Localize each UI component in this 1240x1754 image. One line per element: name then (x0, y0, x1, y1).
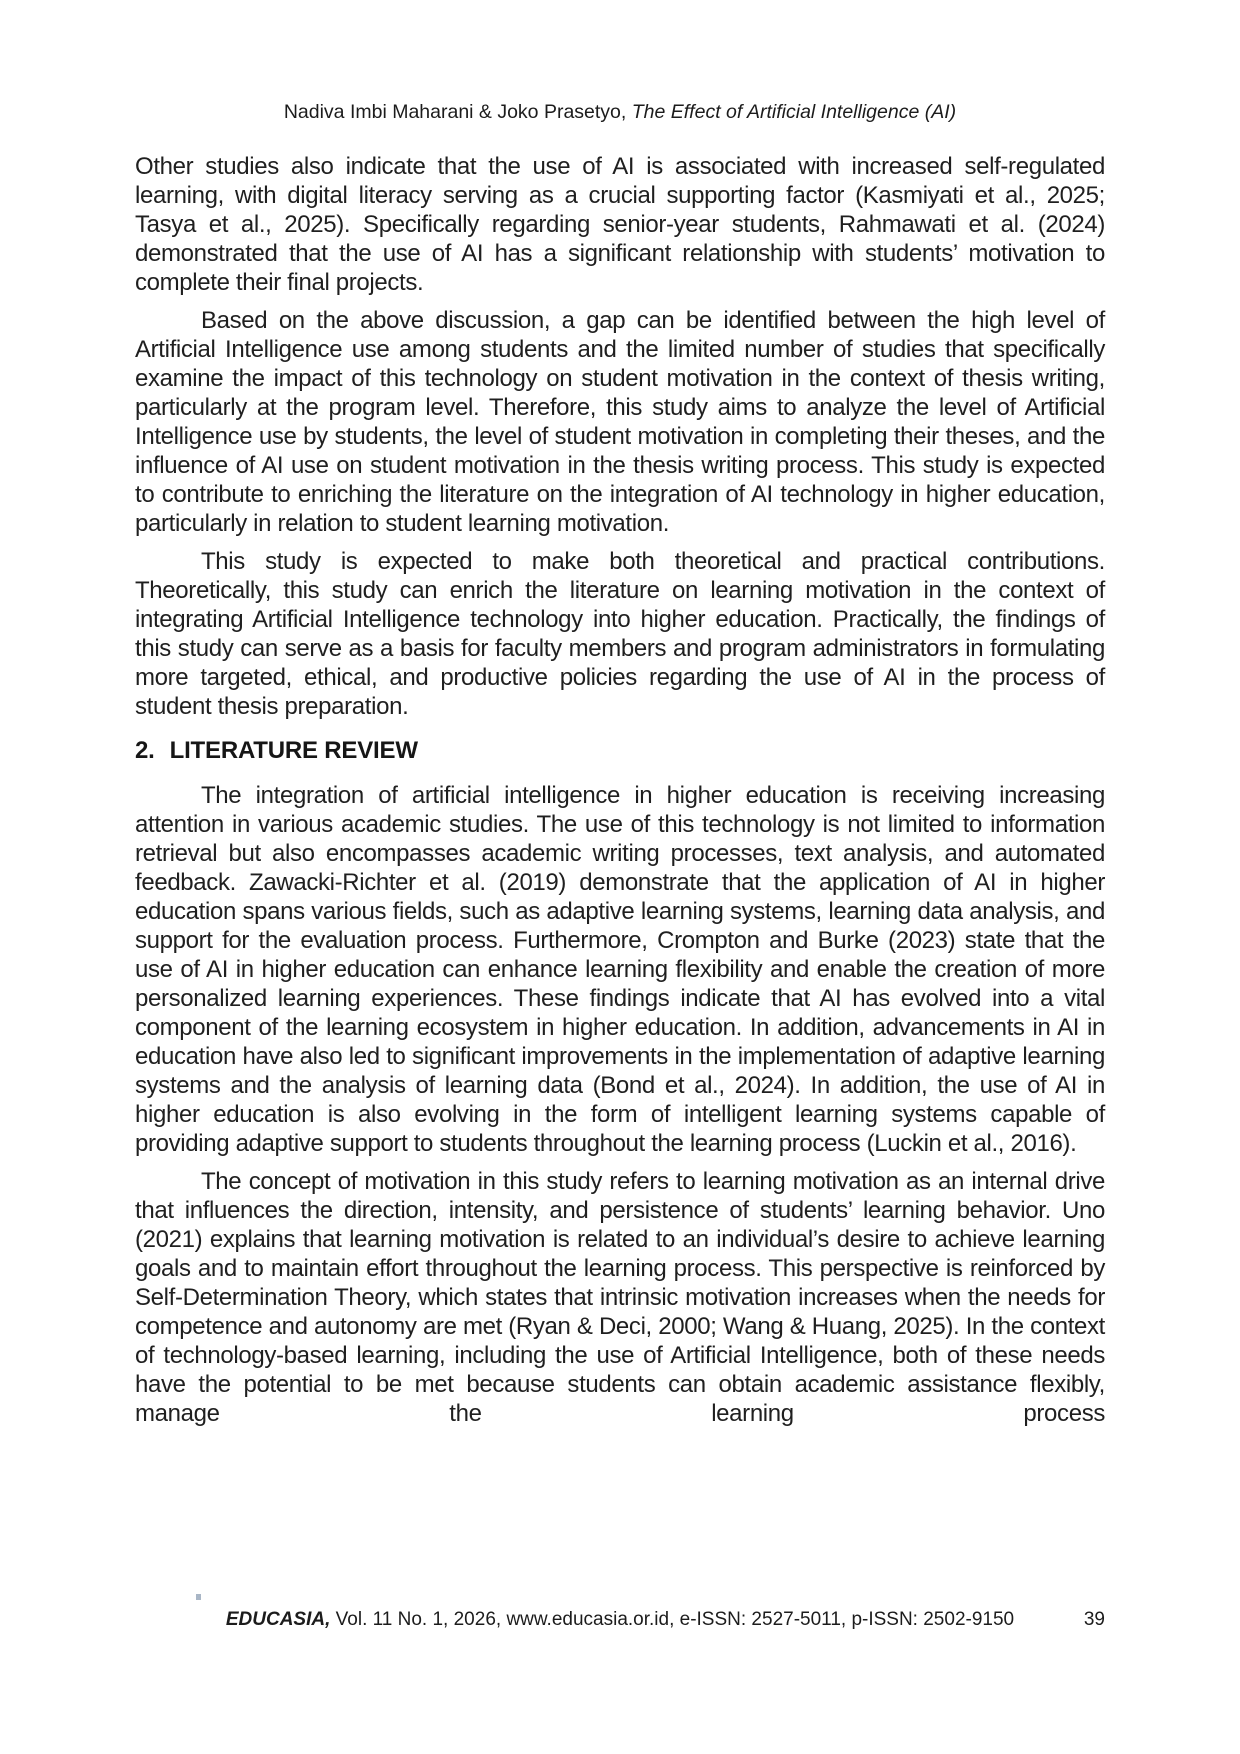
running-header-article-title: The Effect of Artificial Intelligence (AI) (631, 101, 957, 123)
journal-name: EDUCASIA, (225, 1609, 331, 1630)
running-header (135, 100, 1105, 124)
page-content (135, 100, 1105, 1428)
section-title: LITERATURE REVIEW (169, 737, 418, 764)
stray-mark (196, 1594, 201, 1600)
footer-citation: Vol. 11 No. 1, 2026, www.educasia.or.id, e-ISSN: 2527-5011, p-ISSN: 2502-9150 (330, 1609, 1015, 1630)
paragraph-ai-in-higher-education: The integration of artificial intelligence in higher education is receiving increasing attention in various academic studies. The use of this technology is not limited to information retrieval but also encompasses academic writing processes, text analysis, and automated feedback. Zawacki-Richter et al. (2019) demonstrate that the application of AI in higher education spans various fields, such as adaptive learning systems, learning data analysis, and support for the evaluation process. Furthermore, Crompton and Burke (2023) state that the use of AI in higher education can enhance learning flexibility and enable the creation of more personalized learning experiences. These findings indicate that AI has evolved into a vital component of the learning ecosystem in higher education. In addition, advancements in AI in education have also led to significant improvements in the implementation of adaptive learning systems and the analysis of learning data (Bond et al., 2024). In addition, the use of AI in higher education is also evolving in the form of intelligent learning systems capable of providing adaptive support to students throughout the learning process (Luckin et al., 2016). (135, 782, 1105, 1157)
paragraph-self-regulated-learning: Other studies also indicate that the use of AI is associated with increased self-regulated learning, with digital literacy serving as a crucial supporting factor (Kasmiyati et al., 2025; Tasya et al., 2025). Specifically regarding senior-year students, Rahmawati et al. (2024) demonstrated that the use of AI has a significant relationship with students’ motivation to complete their final projects. (135, 153, 1105, 296)
section-number: 2. (135, 737, 155, 764)
paragraph-contributions: This study is expected to make both theoretical and practical contributions. Theoretically, this study can enrich the literature on learning motivation in the context of integrating Artificial Intelligence technology into higher education. Practically, the findings of this study can serve as a basis for faculty members and program administrators in formulating more targeted, ethical, and productive policies regarding the use of AI in the process of student thesis preparation. (135, 548, 1105, 720)
page-footer (135, 1608, 1105, 1632)
paragraph-motivation-concept: The concept of motivation in this study refers to learning motivation as an internal drive that influences the direction, intensity, and persistence of students’ learning behavior. Uno (2021) explains that learning motivation is related to an individual’s desire to achieve learning goals and to maintain effort throughout the learning process. This perspective is reinforced by Self-Determination Theory, which states that intrinsic motivation increases when the needs for competence and autonomy are met (Ryan & Deci, 2000; Wang & Huang, 2025). In the context of technology-based learning, including the use of Artificial Intelligence, both of these needs have the potential to be met because students can obtain academic assistance flexibly, manage the learning process (135, 1168, 1105, 1427)
running-header-authors: Nadiva Imbi Maharani & Joko Prasetyo, (283, 101, 632, 123)
page-number: 39 (1083, 1609, 1105, 1630)
paragraph-research-gap: Based on the above discussion, a gap can be identified between the high level of Artificial Intelligence use among students and the limited number of studies that specifically examine the impact of this technology on student motivation in the context of thesis writing, particularly at the program level. Therefore, this study aims to analyze the level of Artificial Intelligence use by students, the level of student motivation in completing their theses, and the influence of AI use on student motivation in the thesis writing process. This study is expected to contribute to enriching the literature on the integration of AI technology in higher education, particularly in relation to student learning motivation. (135, 307, 1105, 537)
section-heading-literature-review (135, 736, 1105, 765)
